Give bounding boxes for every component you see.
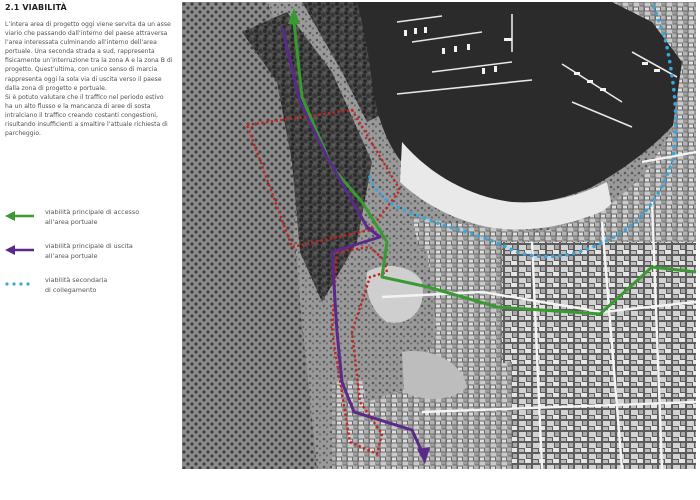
blue-dotted-line-icon — [5, 278, 35, 290]
green-arrow-icon — [5, 210, 35, 222]
text-panel — [0, 0, 178, 500]
legend-label-access: viabilità principale di accesso all’area portuale — [45, 208, 140, 226]
purple-arrow-icon — [5, 244, 35, 256]
town-south — [502, 242, 696, 469]
aerial-map-canvas — [182, 2, 696, 469]
legend-item-access — [5, 208, 177, 242]
aerial-map — [182, 2, 696, 469]
paragraph-2: Si è potuto valutare che il traffico nel periodo estivo ha un alto flusso e la mancanza di aree di sosta intralciano il traffico creando costanti congestioni, risultando insufficienti a smaltire l’attuale richiesta di parcheggio. — [5, 93, 168, 138]
section-title: 2.1 VIABILITÀ — [5, 3, 67, 12]
legend-item-exit — [5, 242, 177, 276]
legend-item-secondary — [5, 276, 177, 310]
legend-label-exit: viabilità principale di uscita all’area portuale — [45, 242, 133, 260]
legend-label-secondary: viabilità secondaria di collegamento — [45, 276, 108, 294]
map-legend — [5, 208, 177, 310]
section-description — [5, 20, 173, 138]
paragraph-1: L’intera area di progetto oggi viene servita da un asse viario che passando dall’interno del paese attraversa l’area interessata culminando all’interno dell’area portuale. Una seconda strada a sud, rappresenta fisicamente un’interruzione tra la zona A e la zona B di progetto. Quest’ultima, con unico senso di marcia rappresenta oggi la sola via di uscita verso il paese dalla zona di progetto e portuale. — [5, 21, 173, 92]
